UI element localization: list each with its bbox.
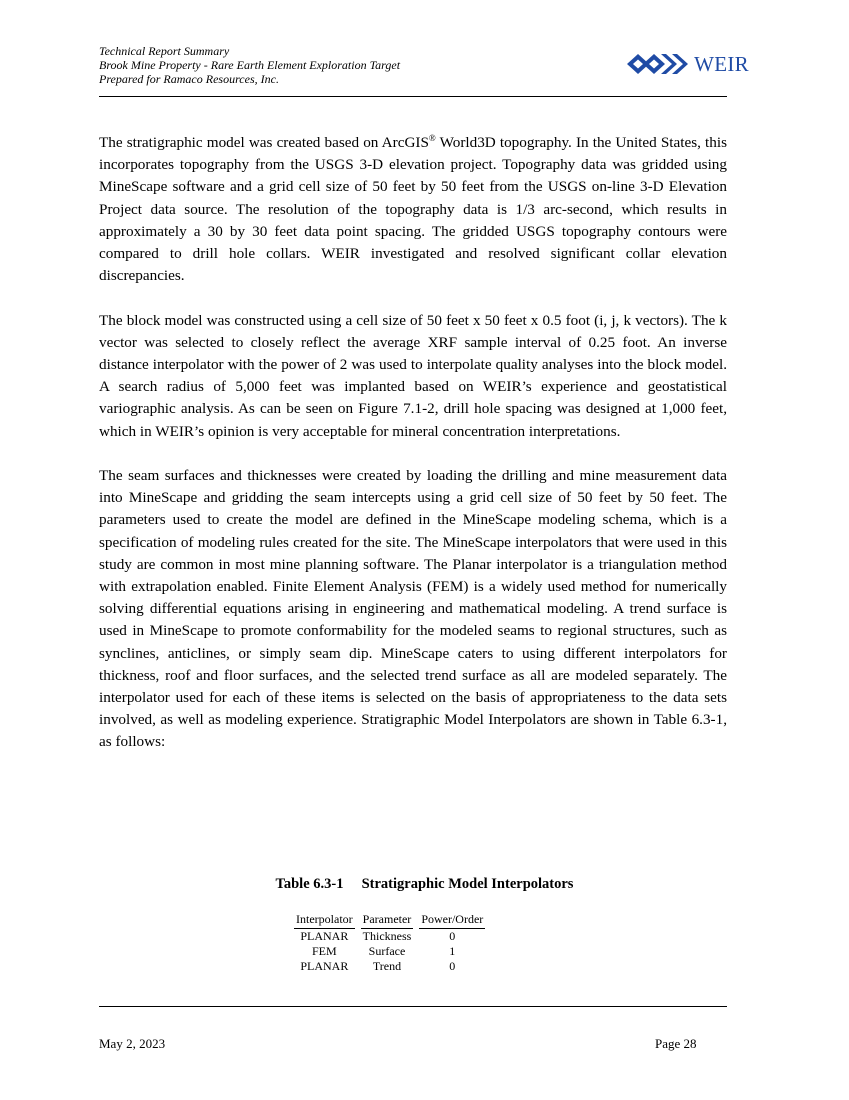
paragraph-seam-surfaces: The seam surfaces and thicknesses were created by loading the drilling and mine measurement data into MineScape and gridding the seam intercepts using a grid cell size of 50 feet by 50 feet. The parameters used to create the model are defined in the MineScape modeling schema, which is a specification of modeling rules created for the site. The MineScape interpolators that were used in this study are common in most mine planning software. The Planar interpolator is a triangulation method with extrapolation enabled. Finite Element Analysis (FEM) is a widely used method for numerically solving differential equations arising in engineering and mathematical modeling. A trend surface is used in MineScape to promote conformability for the modeled seams to regional structures, such as synclines, anticlines, or simply seam dip. MineScape caters to using different interpolators for thickness, roof and floor surfaces, and the selected trend surface as all are modeled separately. The interpolator used for each of these items is selected on the basis of appropriateness to the data sets involved, as well as modeling experience. Stratigraphic Model Interpolators are shown in Table 6.3-1, as follows:: [99, 467, 727, 751]
table-cell: Thickness: [362, 929, 412, 943]
table-row: [294, 944, 485, 959]
weir-logo: [627, 52, 749, 76]
column-header-power-order: Power/Order: [419, 912, 485, 929]
table-cell: PLANAR: [300, 959, 349, 973]
footer-divider: [99, 1006, 727, 1007]
interpolator-table: [288, 912, 491, 974]
table-cell: Surface: [368, 944, 406, 958]
column-header-parameter: Parameter: [361, 912, 414, 929]
table-cell: Trend: [372, 959, 402, 973]
body-text: [99, 132, 727, 754]
paragraph-block-model: The block model was constructed using a cell size of 50 feet x 50 feet x 0.5 foot (i, j, k vectors). The k vector was selected to closely reflect the average XRF sample interval of 0.25 foot. An inverse distance interpolator with the power of 2 was used to interpolate quality analyses into the block model. A search radius of 5,000 feet was implanted based on WEIR’s experience and geostatistical variographic analysis. As can be seen on Figure 7.1-2, drill hole spacing was designed at 1,000 feet, which in WEIR’s opinion is very acceptable for mineral concentration interpretations.: [99, 311, 727, 440]
column-header-interpolator: Interpolator: [294, 912, 355, 929]
registered-mark: ®: [428, 133, 436, 143]
footer-page-number: Page 28: [655, 1036, 697, 1051]
weir-diamond-icon: [627, 53, 691, 75]
table-row: [294, 929, 485, 944]
footer-date: May 2, 2023: [99, 1036, 166, 1051]
table-row: [294, 959, 485, 974]
table-cell: 0: [449, 929, 456, 943]
header-prepared-for: Prepared for Ramaco Resources, Inc.: [99, 72, 279, 86]
table-cell: 1: [449, 944, 456, 958]
table-cell: FEM: [311, 944, 337, 958]
header-text-block: [99, 44, 400, 86]
header-project-name: Brook Mine Property - Rare Earth Element Exploration Target: [99, 58, 401, 72]
weir-logo-text: WEIR: [694, 52, 749, 76]
table-cell: 0: [449, 959, 456, 973]
table-caption: Table 6.3-1 Stratigraphic Model Interpolators: [275, 876, 574, 892]
table-cell: PLANAR: [300, 929, 349, 943]
paragraph-topography-start: The stratigraphic model was created based on ArcGIS: [99, 134, 429, 151]
paragraph-topography-rest: World3D topography. In the United States, this incorporates topography from the USGS 3-D elevation project. Topography data was gridded using MineScape software and a grid cell size of 50 feet by 50 feet from the USGS on-line 3-D Elevation Project data source. The resolution of the topography data is 1/3 arc-second, which results in approximately a 30 by 30 feet data point spacing. The gridded USGS topography contours were compared to drill hole collars. WEIR investigated and resolved significant collar elevation discrepancies.: [99, 134, 727, 285]
page-header: [99, 44, 749, 97]
table-header-row: [294, 912, 485, 929]
paragraph-topography: [99, 132, 727, 287]
header-report-type: Technical Report Summary: [99, 44, 230, 58]
